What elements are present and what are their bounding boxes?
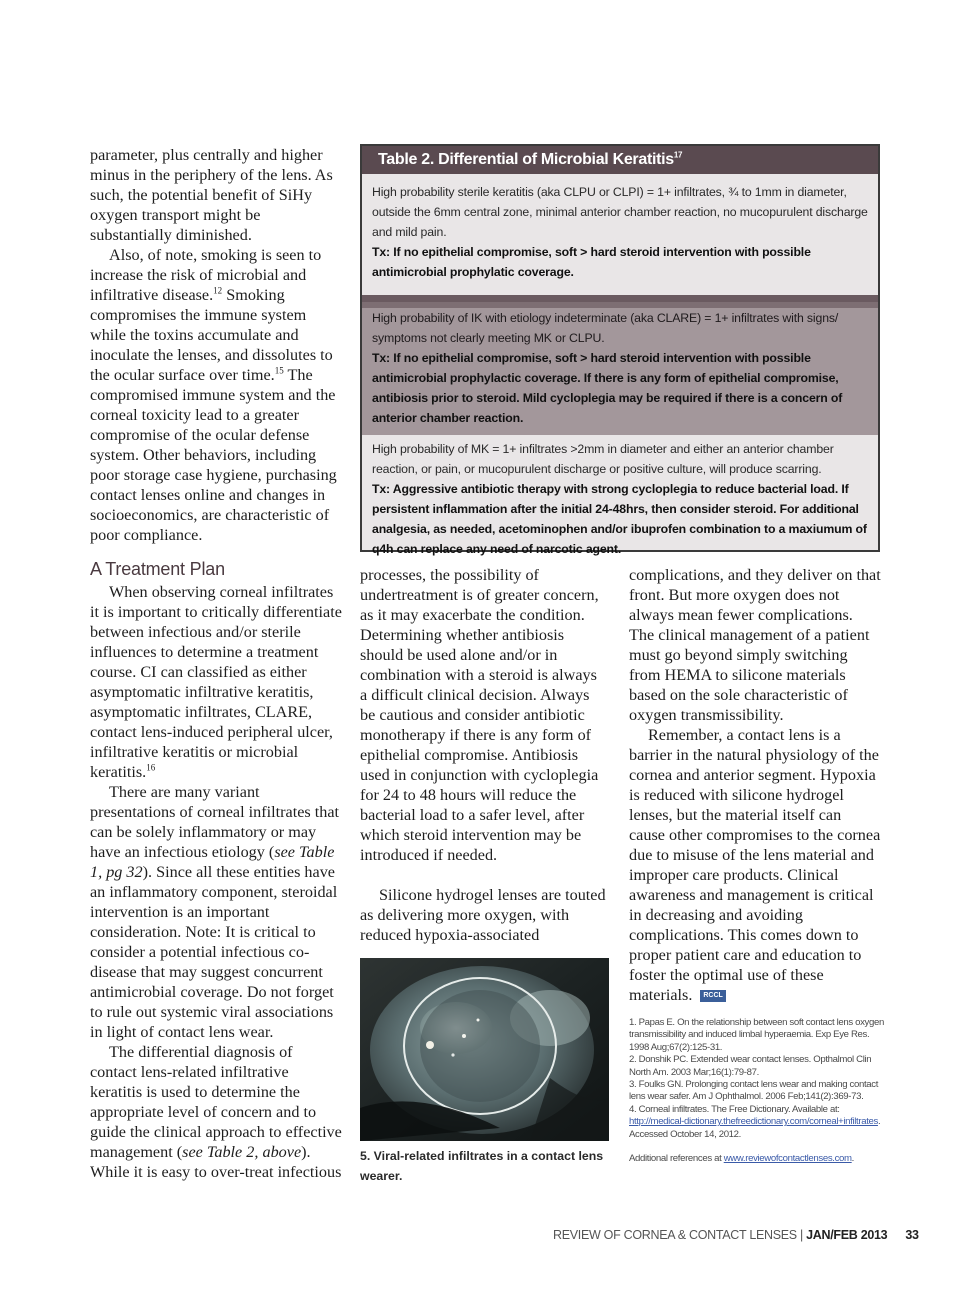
reference-mark: 16	[146, 762, 156, 773]
publication-name: REVIEW OF CORNEA & CONTACT LENSES |	[553, 1228, 807, 1242]
paragraph: Remember, a contact lens is a barrier in the natural physiology of the cornea and anterior segment. Hypoxia is reduced with silicone hydrogel lenses, but the material itself can cause other compromises to the cornea due to misuse of the lens material and improper care products. Clinical awareness and management is critical in decreasing and avoiding complications. This comes down to proper patient care and education to foster the optimal use of these materials. RCCL	[629, 726, 881, 1004]
reference-mark: 17	[673, 150, 683, 160]
rccl-logo-icon: RCCL	[700, 990, 725, 1002]
row-treatment: Tx: If no epithelial compromise, soft > hard steroid intervention with possible antimicrobial prophylatic coverage.	[372, 245, 811, 279]
row-description: High probability of MK = 1+ infiltrates >2mm in diameter and either an anterior chamber reaction, or pain, or mucopurulent discharge or positive culture, will produce scarring.	[372, 442, 834, 476]
paragraph: The differential diagnosis of contact lens-related infiltrative keratitis is used to determine the appropriate level of concern and to guide the clinical approach to effective management (see Table 2, above). While it is easy to over-treat infectious	[90, 1043, 342, 1181]
page-number: 33	[905, 1228, 919, 1242]
table-row-ik-indeterminate	[362, 295, 878, 435]
slit-lamp-photo-icon	[360, 958, 609, 1141]
row-description: High probability sterile keratitis (aka CLPU or CLPI) = 1+ infiltrates, ¾ to 1mm in diameter, outside the 6mm central zone, minimal anterior chamber reaction, no mucopurulent discharge and mild pain.	[372, 185, 868, 239]
article-column-1	[90, 145, 342, 1182]
table-title: Table 2. Differential of Microbial Keratitis$^{17}$	[362, 146, 878, 174]
table-row-sterile-keratitis	[362, 174, 878, 295]
reference-item: 4. Corneal infiltrates. The Free Dictionary. Available at: http://medical-dictionary.thefreedictionary.com/corneal+infiltrates. Accessed October 14, 2012.	[629, 1103, 881, 1140]
figure-caption: 5. Viral-related infiltrates in a contact lens wearer.	[360, 1149, 604, 1183]
row-description: High probability of IK with etiology indeterminate (aka CLARE) = 1+ infiltrates with signs/ symptoms not clearly meeting MK or CLPU.	[372, 311, 839, 345]
issue-date: JAN/FEB 2013	[806, 1228, 888, 1242]
reference-item: 3. Foulks GN. Prolonging contact lens wear and making contact lens wear safer. Am J Ophthalmol. 2006 Feb;141(2):369-73.	[629, 1079, 879, 1103]
website-link[interactable]: www.reviewofcontactlenses.com	[723, 1153, 852, 1165]
article-column-2	[360, 565, 608, 945]
reference-item: 2. Donshik PC. Extended wear contact lenses. Opthalmol Clin North Am. 2003 Mar;16(1):79-87.	[629, 1054, 872, 1078]
cross-reference: see Table 1, pg 32	[90, 843, 335, 881]
table-row-microbial-keratitis	[362, 435, 878, 556]
paragraph: parameter, plus centrally and higher minus in the periphery of the lens. As such, the potential benefit of SiHy oxygen transport might be substantially diminished.	[90, 146, 333, 244]
paragraph: Also, of note, smoking is seen to increase the risk of microbial and infiltrative disease.$^{12}$ Smoking compromises the immune system while the toxins accumulate and inoculate the lenses, and dissolutes to the ocular surface over time.$^{15}$ The compromised immune system and the corneal toxicity lead to a greater compromise of the ocular defense system. Other behaviors, including poor storage case hygiene, purchasing contact lenses online and changes in socioeconomics, are characteristic of poor compliance.	[90, 246, 337, 544]
paragraph: processes, the possibility of undertreatment is of greater concern, as it may exacerbate the condition. Determining whether antibiosis should be used alone and/or in combination with a steroid is always a difficult clinical decision. Always be cautious and consider antibiotic monotherapy if there is any form of epithelial compromise. Antibiosis used in conjunction with cycloplegia for 24 to 48 hours will reduce the bacterial load to a safer level, after which steroid intervention may be introduced if needed.	[360, 566, 599, 864]
table-2	[360, 144, 880, 556]
paragraph: There are many variant presentations of corneal infiltrates that can be solely inflammatory or may have an infectious etiology (see Table 1, pg 32). Since all these entities have an inflammatory component, steroidal intervention is an important consideration. Note: It is critical to consider a potential infectious co-disease that may suggest concurrent antimicrobial coverage. Do not forget to rule out systemic viral associations in light of contact lens wear.	[90, 783, 340, 1041]
row-treatment: Tx: If no epithelial compromise, soft > hard steroid intervention with possible antimicrobial prophylactic coverage. If there is any form of epithelial compromise, antibiosis prior to steroid. Mild cycloplegia may be required if there is a concern of anterior chamber reaction.	[372, 351, 843, 425]
page-footer	[553, 1228, 919, 1242]
reference-mark: 15	[274, 365, 284, 376]
cross-reference: see Table 2, above	[182, 1143, 302, 1161]
figure-5-eye-photo	[360, 958, 609, 1141]
reference-mark: 12	[213, 285, 223, 296]
paragraph: Silicone hydrogel lenses are touted as delivering more oxygen, with reduced hypoxia-associated	[360, 886, 606, 944]
reference-item: 1. Papas E. On the relationship between soft contact lens oxygen transmissibility and induced limbal hyperaemia. Exp Eye Res. 1998 Aug;67(2):125-31.	[629, 1017, 884, 1053]
paragraph: When observing corneal infiltrates it is important to critically differentiate between infectious and/or sterile influences to determine a treatment course. CI can classified as either asymptomatic infiltrative keratitis, asymptomatic infiltrates, CLARE, contact lens-induced peripheral ulcer, infiltrative keratitis or microbial keratitis.$^{16}$	[90, 583, 342, 781]
paragraph: complications, and they deliver on that front. But more oxygen does not always mean fewer complications. The clinical management of a patient must go beyond simply switching from HEMA to silicone materials based on the sole characteristic of oxygen transmissibility.	[629, 566, 881, 724]
article-column-3	[629, 565, 881, 1005]
additional-references: Additional references at www.reviewofcontactlenses.com.	[629, 1153, 854, 1165]
reference-link[interactable]: http://medical-dictionary.thefreedictionary.com/corneal+infiltrates	[629, 1116, 878, 1128]
references	[629, 1017, 885, 1165]
row-treatment: Tx: Aggressive antibiotic therapy with strong cycloplegia to reduce bacterial load. If persistent inflammation after the initial 24-48hrs, then consider steroid. For additional analgesia, as needed, acetominophen and/or ibuprofen combination to a maxiumum of q4h can replace any need of narcotic agent.	[372, 482, 867, 556]
section-heading: A Treatment Plan	[90, 559, 225, 579]
